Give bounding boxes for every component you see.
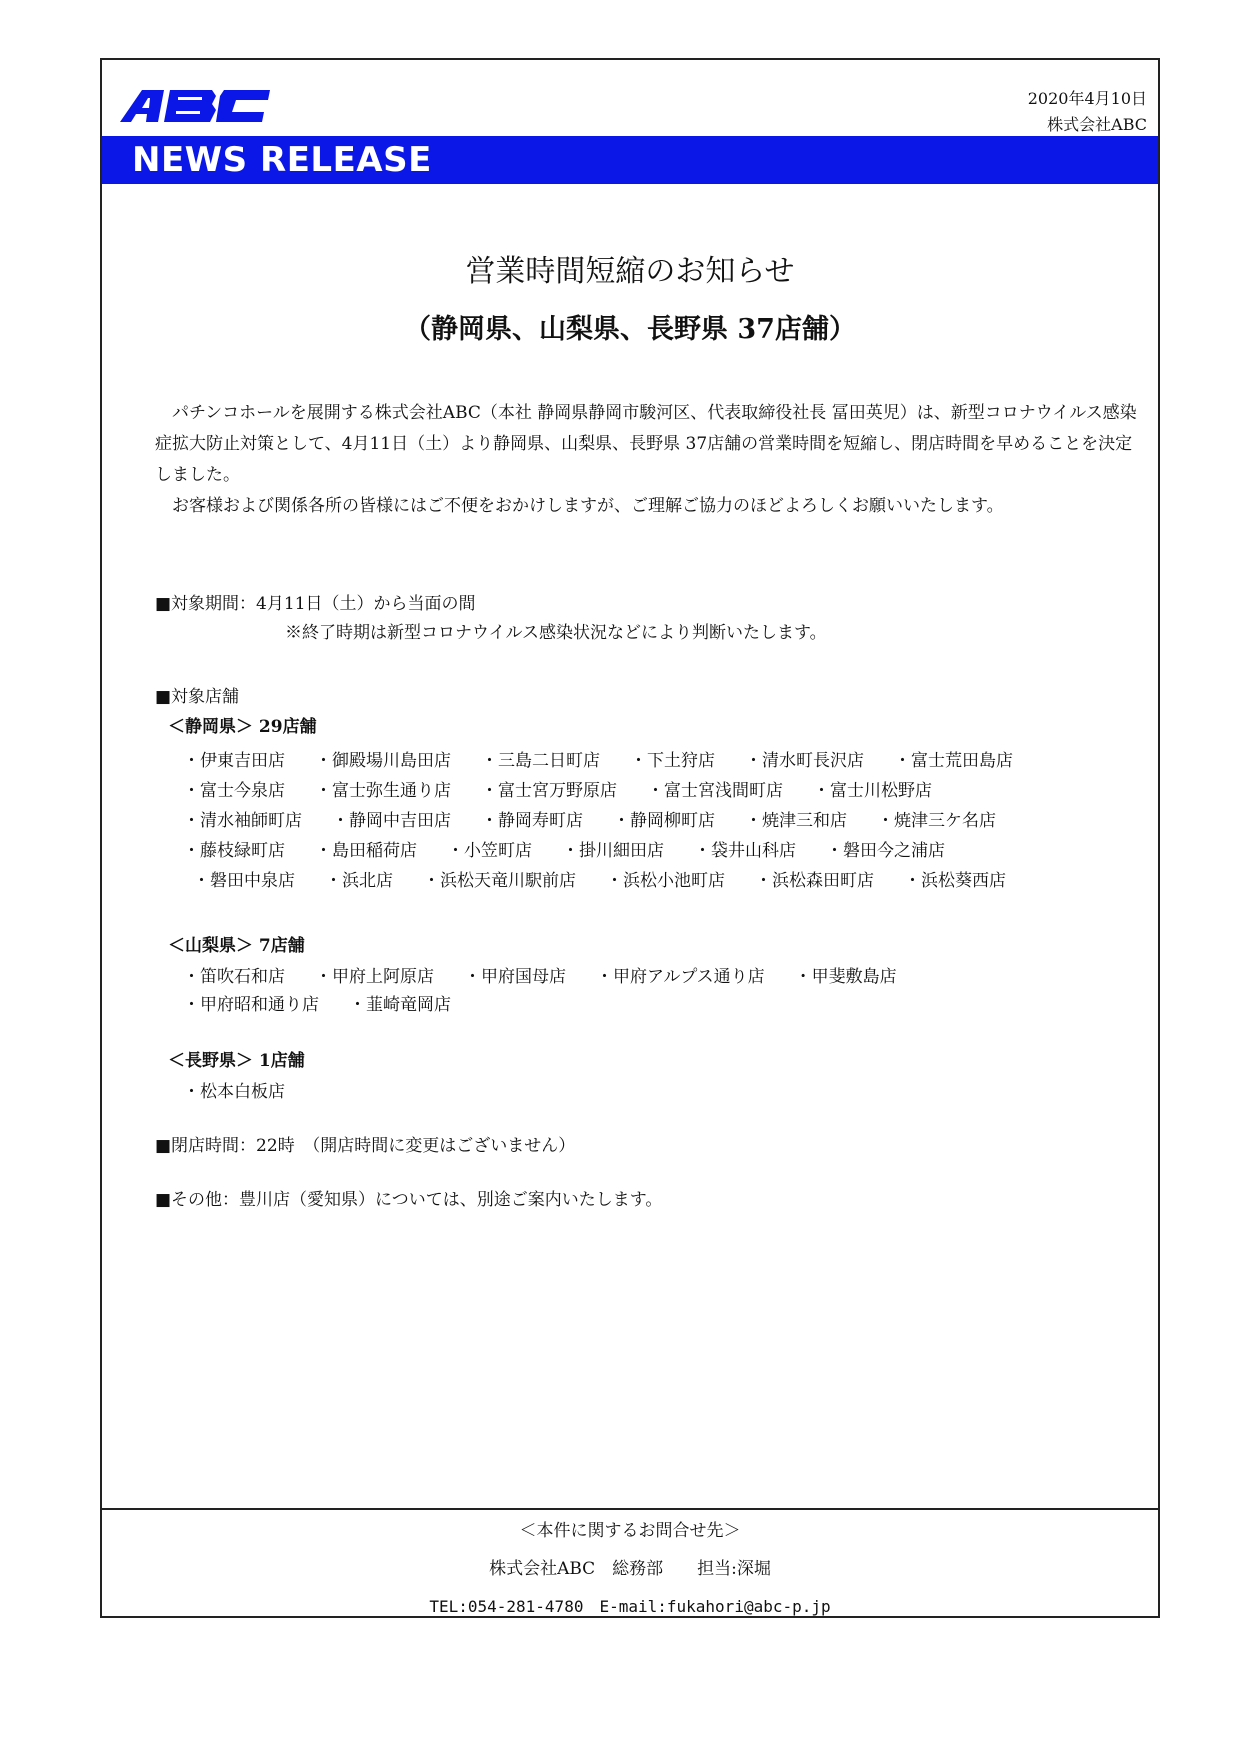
yamanashi-heading: ＜山梨県＞ 7店舗 — [168, 936, 305, 956]
contact-footer — [102, 1512, 1158, 1626]
shizuoka-heading: ＜静岡県＞ 29店舗 — [168, 717, 317, 737]
store-item: ・ 甲府アルプス通り店 — [596, 962, 765, 992]
shizuoka-row-2 — [183, 776, 962, 806]
store-item: ・ 静岡寿町店 — [481, 806, 583, 836]
store-item: ・ 磐田今之浦店 — [826, 836, 945, 866]
store-item: ・ 浜北店 — [325, 866, 393, 896]
store-item: ・ 富士川松野店 — [813, 776, 932, 806]
store-item: ・ 袋井山科店 — [694, 836, 796, 866]
store-item: ・ 下土狩店 — [630, 746, 715, 776]
closing-time: ■閉店時間：22時 （開店時間に変更はございません） — [155, 1136, 576, 1156]
news-release-banner — [102, 136, 1158, 184]
shizuoka-row-3 — [183, 806, 1026, 836]
period-label: ■対象期間：4月11日（土）から当面の間 — [155, 594, 476, 614]
store-item: ・ 甲斐敷島店 — [795, 962, 897, 992]
store-item: ・ 伊東吉田店 — [183, 746, 285, 776]
store-item: ・ 富士今泉店 — [183, 776, 285, 806]
intro-paragraph-2: お客様および関係各所の皆様にはご不便をおかけしますが、ご理解ご協力のほどよろしくお願いいたします。 — [172, 496, 1004, 516]
other-note: ■その他：豊川店（愛知県）については、別途ご案内いたします。 — [155, 1190, 663, 1210]
store-item: ・ 富士宮万野原店 — [481, 776, 617, 806]
contact-heading: ＜本件に関するお問合せ先＞ — [519, 1521, 741, 1541]
store-item: ・ 清水袖師町店 — [183, 806, 302, 836]
store-item: ・ 焼津三和店 — [745, 806, 847, 836]
store-item: ・ 浜松天竜川駅前店 — [423, 866, 576, 896]
store-item: ・ 浜松森田町店 — [755, 866, 874, 896]
contact-tel-email: TEL:054-281-4780 E-mail:fukahori@abc-p.jp — [429, 1597, 831, 1616]
stores-label: ■対象店舗 — [155, 687, 240, 707]
intro-paragraph-1: パチンコホールを展開する株式会社ABC（本社 静岡県静岡市駿河区、代表取締役社長 冨田英児）は、新型コロナウイルス感染症拡大防止対策として、4月11日（土）より静岡県、山梨県、長野県 37店舗の営業時間を短縮し、閉店時間を早めることを決定しました。 — [155, 403, 1137, 485]
shizuoka-row-4 — [183, 836, 975, 866]
page-subtitle: （静岡県、山梨県、長野県 37店舗） — [404, 314, 856, 345]
yamanashi-row-1 — [183, 962, 927, 992]
yamanashi-row-2 — [183, 990, 481, 1020]
header-meta — [1028, 86, 1147, 138]
footer-divider — [102, 1508, 1158, 1510]
contact-person: 株式会社ABC 総務部 担当:深堀 — [489, 1559, 771, 1579]
store-item: ・ 浜松葵西店 — [904, 866, 1006, 896]
page-title: 営業時間短縮のお知らせ — [465, 254, 795, 289]
store-item: ・ 甲府昭和通り店 — [183, 990, 319, 1020]
store-item: ・ 掛川細田店 — [562, 836, 664, 866]
store-item: ・ 磐田中泉店 — [193, 866, 295, 896]
period-note: ※終了時期は新型コロナウイルス感染状況などにより判断いたします。 — [285, 623, 827, 643]
store-item: ・ 静岡中吉田店 — [332, 806, 451, 836]
store-item: ・ 浜松小池町店 — [606, 866, 725, 896]
store-item: ・ 富士荒田島店 — [894, 746, 1013, 776]
store-item: ・ 小笠町店 — [447, 836, 532, 866]
store-item: ・ 焼津三ケ名店 — [877, 806, 996, 836]
shizuoka-row-1 — [183, 746, 1043, 776]
banner-title: NEWS RELEASE — [132, 140, 432, 180]
company-name: 株式会社ABC — [1047, 115, 1147, 134]
nagano-row-1 — [183, 1077, 315, 1107]
abc-logo — [120, 86, 272, 126]
store-item: ・ 松本白板店 — [183, 1077, 285, 1107]
store-item: ・ 甲府上阿原店 — [315, 962, 434, 992]
store-item: ・ 清水町長沢店 — [745, 746, 864, 776]
intro-text — [155, 398, 1145, 522]
store-item: ・ 笛吹石和店 — [183, 962, 285, 992]
release-date: 2020年4月10日 — [1027, 89, 1147, 108]
store-item: ・ 藤枝緑町店 — [183, 836, 285, 866]
title-block — [102, 250, 1158, 352]
store-item: ・ 静岡柳町店 — [613, 806, 715, 836]
store-item: ・ 富士宮浅間町店 — [647, 776, 783, 806]
nagano-heading: ＜長野県＞ 1店舗 — [168, 1051, 305, 1071]
store-item: ・ 韮崎竜岡店 — [349, 990, 451, 1020]
period-section — [155, 590, 827, 648]
store-item: ・ 甲府国母店 — [464, 962, 566, 992]
store-item: ・ 富士弥生通り店 — [315, 776, 451, 806]
store-item: ・ 御殿場川島田店 — [315, 746, 451, 776]
store-item: ・ 島田稲荷店 — [315, 836, 417, 866]
shizuoka-row-5 — [193, 866, 1036, 896]
store-item: ・ 三島二日町店 — [481, 746, 600, 776]
